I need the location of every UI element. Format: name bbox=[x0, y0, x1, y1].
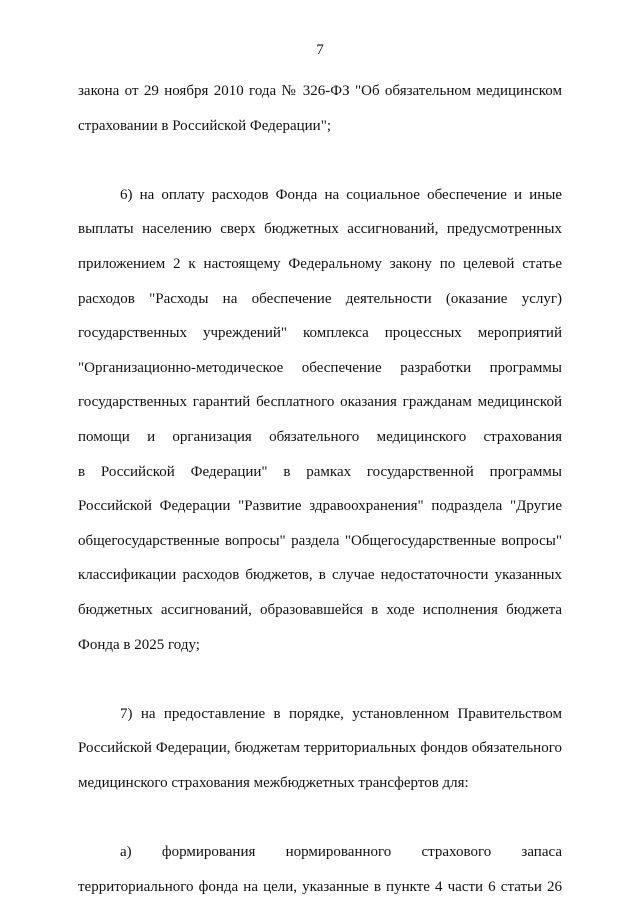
text-line: а) формирования нормированного страхового запаса bbox=[120, 844, 562, 861]
text-line: выплаты населению сверх бюджетных ассигнований, предусмотренных bbox=[78, 221, 562, 238]
paragraph-gap bbox=[78, 143, 562, 178]
text-line: расходов "Расходы на обеспечение деятельности (оказание услуг) bbox=[78, 290, 562, 307]
text-line: территориального фонда на цели, указанные в пункте 4 части 6 статьи 26 bbox=[78, 878, 562, 895]
text-line: Российской Федерации "Развитие здравоохранения" подраздела "Другие bbox=[78, 498, 562, 515]
paragraph-gap bbox=[78, 800, 562, 835]
paragraph-gap bbox=[78, 662, 562, 697]
text-line: 7) на предоставление в порядке, установленном Правительством bbox=[120, 705, 562, 722]
text-line: страховании в Российской Федерации"; bbox=[78, 117, 331, 134]
page-number: 7 bbox=[316, 42, 324, 58]
text-line: закона от 29 ноября 2010 года № 326-ФЗ "Об обязательном медицинском bbox=[78, 83, 562, 99]
text-line: Российской Федерации, бюджетам территориальных фондов обязательного bbox=[78, 740, 562, 757]
text-line: 6) на оплату расходов Фонда на социальное обеспечение и иные bbox=[120, 186, 562, 203]
text-line: государственных учреждений" комплекса процессных мероприятий bbox=[78, 325, 562, 342]
text-line: общегосударственные вопросы" раздела "Общегосударственные вопросы" bbox=[78, 532, 562, 549]
text-line: Фонда в 2025 году; bbox=[78, 636, 200, 653]
text-line: государственных гарантий бесплатного оказания гражданам медицинской bbox=[78, 394, 562, 411]
document-body bbox=[78, 74, 562, 904]
text-line: "Организационно-методическое обеспечение разработки программы bbox=[78, 359, 562, 376]
text-line: в Российской Федерации" в рамках государственной программы bbox=[78, 463, 562, 480]
text-line: приложением 2 к настоящему Федеральному закону по целевой статье bbox=[78, 255, 562, 272]
text-line: помощи и организация обязательного медицинского страхования bbox=[78, 428, 562, 445]
text-line: медицинского страхования межбюджетных трансфертов для: bbox=[78, 774, 469, 791]
text-line: классификации расходов бюджетов, в случае недостаточности указанных bbox=[78, 567, 562, 584]
text-line: бюджетных ассигнований, образовавшейся в ходе исполнения бюджета bbox=[78, 601, 562, 618]
